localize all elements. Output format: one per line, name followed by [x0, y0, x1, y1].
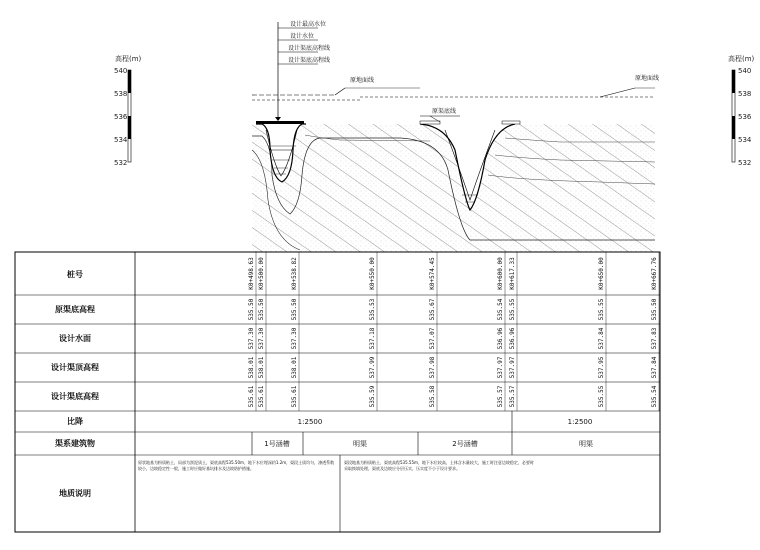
table-cell-bottom: 535.54	[651, 385, 658, 408]
scale-tick-right: 534	[738, 136, 752, 144]
table-cell-water: 536.96	[497, 327, 504, 350]
table-cell-bottom: 535.57	[497, 385, 504, 408]
table-cell-top: 538.01	[258, 356, 265, 379]
table-cell-chainage: K0+617.33	[509, 257, 516, 290]
table-cell-bottom: 535.57	[509, 385, 516, 408]
scale-unit-right: 高程(m)	[728, 55, 755, 63]
label-design-bottom-elevation: 设计渠底高程线	[288, 57, 331, 64]
structure-cell: 明渠	[579, 440, 593, 448]
table-cell-orig: 535.50	[291, 298, 298, 321]
table-cell-bottom: 535.61	[291, 385, 298, 408]
table-cell-chainage: K0+667.76	[651, 257, 658, 290]
scale-tick-left: 534	[114, 136, 128, 144]
scale-tick-right: 538	[738, 90, 752, 98]
table-cell-orig: 535.55	[598, 298, 605, 321]
table-cell-bottom: 535.58	[429, 385, 436, 408]
row-label-design-top: 设计渠顶高程	[51, 363, 99, 372]
table-cell-chainage: K0+538.82	[291, 257, 298, 290]
table-cell-top: 537.97	[509, 356, 516, 379]
table-cell-water: 537.84	[598, 327, 605, 350]
table-cell-water: 536.96	[509, 327, 516, 350]
table-cell-water: 537.30	[258, 327, 265, 350]
soil-profile	[252, 121, 655, 252]
table-cell-bottom: 535.59	[369, 385, 376, 408]
table-cell-top: 537.97	[497, 356, 504, 379]
table-cell-water: 537.18	[369, 327, 376, 350]
label-original-ground-left: 原地面线	[350, 77, 375, 84]
label-design-max-stage: 设计最高水位	[290, 21, 327, 28]
table-cell-top: 537.95	[598, 356, 605, 379]
table-cell-water: 537.30	[291, 327, 298, 350]
table-cell-orig: 535.50	[258, 298, 265, 321]
scale-tick-right: 540	[738, 67, 752, 75]
scale-unit-left: 高程(m)	[115, 55, 142, 63]
structure-cell: 明渠	[353, 440, 367, 448]
table-cell-top: 537.98	[429, 356, 436, 379]
geology-note-right: 渠段地基为粉质粘土，渠底高程535.55m，地下水位较高，土体含水量较大，施工时注意边坡稳定，必要时采取换填处理，渠底及边坡应分层压实，压实度不小于设计要求。	[344, 460, 534, 471]
left-scale-bar	[114, 54, 142, 167]
table-cell-chainage: K0+550.00	[369, 257, 376, 290]
table-cell-chainage: K0+574.45	[429, 257, 436, 290]
table-cell-bottom: 535.55	[598, 385, 605, 408]
table-cell-bottom: 535.61	[258, 385, 265, 408]
row-label-gradient: 比降	[67, 417, 83, 426]
table-cell-top: 537.84	[651, 356, 658, 379]
geology-note-left: 原状地基为粉质粘土，局部为淤泥质土，渠底高程535.50m，地下水位埋深约1.2m，渠段土质均匀，渗透系数较小，边坡稳定性一般，施工时应做好基坑排水及边坡防护措施。	[138, 460, 335, 471]
right-scale-bar	[728, 54, 755, 167]
scale-tick-right: 532	[738, 159, 752, 167]
table-cell-chainage: K0+600.00	[497, 257, 504, 290]
gradient-left: 1:2500	[297, 418, 323, 426]
scale-tick-left: 532	[114, 159, 128, 167]
label-original-ground-right: 原地面线	[635, 75, 660, 82]
table-cell-water: 537.30	[248, 327, 255, 350]
table-cell-chainage: K0+650.00	[598, 257, 605, 290]
table-cell-top: 538.01	[248, 356, 255, 379]
gradient-right: 1:2500	[567, 418, 593, 426]
table-cell-top: 537.99	[369, 356, 376, 379]
table-cell-water: 537.83	[651, 327, 658, 350]
table-cell-top: 538.01	[291, 356, 298, 379]
row-label-original-bottom: 原渠底高程	[55, 305, 95, 314]
scale-tick-left: 540	[114, 67, 128, 75]
structure-cell: 1号涵槽	[264, 440, 290, 448]
table-cell-orig: 535.54	[497, 298, 504, 321]
table-cell-orig: 535.50	[651, 298, 658, 321]
scale-tick-left: 538	[114, 90, 128, 98]
table-cell-orig: 535.50	[248, 298, 255, 321]
scale-tick-right: 536	[738, 113, 752, 121]
structure-cell: 2号涵槽	[452, 440, 478, 448]
row-label-design-water: 设计水面	[59, 334, 91, 343]
table-cell-orig: 535.55	[509, 298, 516, 321]
label-design-stage: 设计水位	[290, 33, 315, 40]
row-label-chainage: 桩号	[67, 270, 83, 279]
table-cell-orig: 535.53	[369, 298, 376, 321]
table-cell-chainage: K0+500.00	[258, 257, 265, 290]
label-design-bank-elevation: 设计渠底高程线	[288, 45, 331, 52]
label-original-bottom: 原渠底线	[432, 108, 457, 115]
table-cell-bottom: 535.61	[248, 385, 255, 408]
table-cell-chainage: K0+498.63	[248, 257, 255, 290]
row-label-design-bottom: 设计渠底高程	[51, 392, 99, 401]
row-label-structures: 渠系建筑物	[55, 439, 95, 448]
scale-tick-left: 536	[114, 113, 128, 121]
table-cell-water: 537.07	[429, 327, 436, 350]
row-label-geology: 地质说明	[59, 489, 91, 498]
profile-data-table	[15, 252, 660, 532]
table-cell-orig: 535.67	[429, 298, 436, 321]
